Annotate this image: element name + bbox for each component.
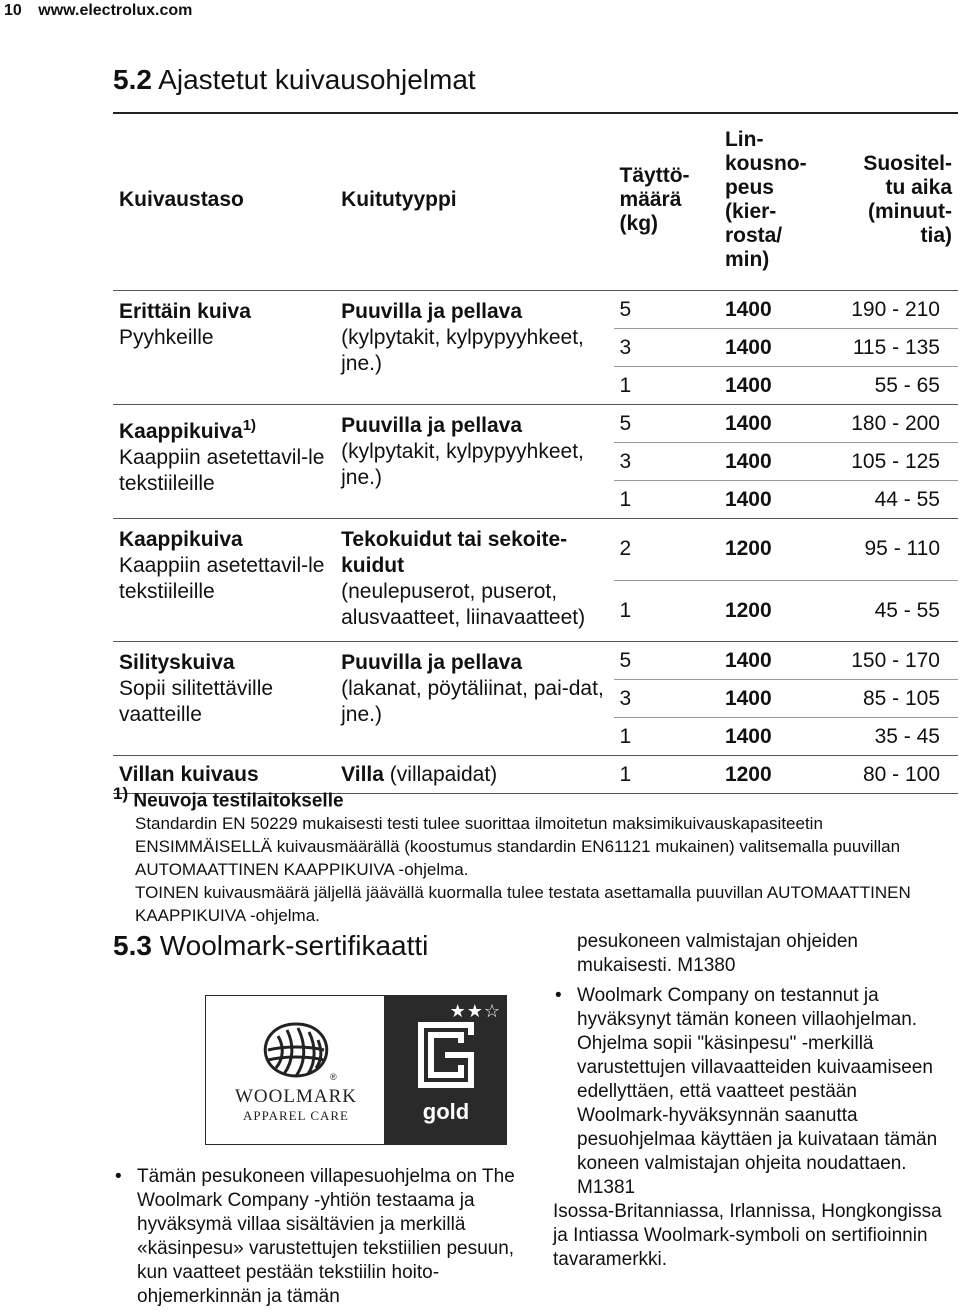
apparel-care-text: APPAREL CARE (242, 1108, 350, 1123)
cell-time: 85 - 105 (830, 680, 958, 718)
cell-load: 1 (614, 580, 719, 642)
cell-spin: 1400 (719, 291, 830, 329)
table-row (113, 642, 958, 680)
cell-spin: 1400 (719, 481, 830, 519)
cell-time: 35 - 45 (830, 718, 958, 756)
footnote-paragraph-2: TOINEN kuivausmäärä jäljellä jäävällä kuormalla tulee testata asettamalla puuvillan AUTOMAATTINEN KAAPPIKUIVA -ohjelma. (135, 883, 911, 926)
right-bullet-list (553, 984, 953, 1200)
woolmark-symbol-icon (254, 1018, 338, 1082)
cell-level: Villan kuivaus (113, 756, 335, 794)
cell-spin: 1400 (719, 405, 830, 443)
cell-load: 1 (614, 367, 719, 405)
cell-time: 95 - 110 (830, 519, 958, 581)
left-bullet-list (113, 1165, 533, 1309)
section-number: 5.3 (113, 930, 152, 961)
gold-label: gold (422, 1099, 470, 1124)
col-header-spin: Lin- kousno- peus (kier- rosta/ min) (719, 113, 830, 291)
footnote-marker: 1) (113, 784, 129, 803)
section-title-5-3 (113, 930, 428, 962)
fiber-examples: (lakanat, pöytäliinat, pai-dat, jne.) (341, 677, 604, 726)
site-url[interactable]: www.electrolux.com (38, 2, 193, 19)
cell-spin: 1400 (719, 329, 830, 367)
fiber-type: Puuvilla ja pellava (341, 414, 523, 437)
cell-load: 2 (614, 519, 719, 581)
cell-level (113, 405, 335, 519)
level-description: Kaappiin asetettavil-le tekstiileille (119, 554, 325, 603)
list-item: • Tämän pesukoneen villapesuohjelma on The Woolmark Company -yhtiön testaama ja hyväksymä villaa sisältävien ja merkillä «käsinpesu» varustettujen tekstiilien pesuun, kun vaatteet pestään tekstiilin hoito-ohjemerkinnän ja tämän (113, 1165, 533, 1309)
cell-load: 1 (614, 756, 719, 794)
fiber-examples: (kylpytakit, kylpypyyhkeet, jne.) (341, 326, 584, 375)
cell-load: 1 (614, 481, 719, 519)
fiber-examples: (neulepuserot, puserot, alusvaatteet, liinavaatteet) (341, 580, 586, 629)
cell-load: 1 (614, 718, 719, 756)
cell-time: 150 - 170 (830, 642, 958, 680)
cell-time: 80 - 100 (830, 756, 958, 794)
footnote-paragraph-1: Standardin EN 50229 mukaisesti testi tulee suorittaa ilmoitetun maksimikuivauskapasiteetin ENSIMMÄISELLÄ kuivausmäärällä (koostumus standardin EN61121 mukainen) valitsemalla puuvillan AUTOMAATTINEN KAAPPIKUIVA -ohjelma. (135, 814, 901, 880)
cell-spin: 1400 (719, 367, 830, 405)
level-description: Pyyhkeille (119, 326, 214, 349)
col-header-load: Täyttö- määrä (kg) (614, 113, 719, 291)
level-description: Sopii silitettäville vaatteille (119, 677, 274, 726)
continued-text: pesukoneen valmistajan ohjeiden mukaisesti. M1380 (577, 931, 858, 976)
woolmark-gold-logo (205, 995, 507, 1145)
footnote (113, 782, 958, 927)
cell-spin: 1400 (719, 718, 830, 756)
section-number: 5.2 (113, 64, 152, 95)
level-name: Kaappikuiva (119, 420, 243, 443)
cell-load: 5 (614, 642, 719, 680)
cell-spin: 1200 (719, 580, 830, 642)
level-description: Kaappiin asetettavil-le tekstiileille (119, 446, 325, 495)
table-row (113, 291, 958, 329)
list-item: • Woolmark Company on testannut ja hyväksynyt tämän koneen villaohjelman. Ohjelma sopii "käsinpesu" -merkillä varustettujen villavaatteiden kuivaamiseen edellyttäen, että vaatteet pestään Woolmark-hyväksynnän saanutta pesuohjelmaa käyttäen ja kuivataan tämän koneen valmistajan ohjeita noudattaen. M1381 (553, 984, 953, 1200)
cell-fiber (335, 405, 613, 519)
cell-spin: 1200 (719, 519, 830, 581)
fiber-type: Puuvilla ja pellava (341, 651, 523, 674)
cell-spin: 1400 (719, 642, 830, 680)
rating-stars: ★★☆ (449, 1001, 501, 1021)
cell-time: 180 - 200 (830, 405, 958, 443)
cell-level (113, 291, 335, 405)
fiber-examples: (villapaidat) (389, 762, 498, 786)
cell-time: 44 - 55 (830, 481, 958, 519)
table-row (113, 519, 958, 581)
cell-spin: 1400 (719, 443, 830, 481)
cell-time: 190 - 210 (830, 291, 958, 329)
col-header-level: Kuivaustaso (113, 113, 335, 291)
cell-fiber (335, 291, 613, 405)
fiber-type: Puuvilla ja pellava (341, 300, 523, 323)
cell-load: 3 (614, 680, 719, 718)
cell-load: 5 (614, 405, 719, 443)
col-header-time: Suositel- tu aika (minuut- tia) (830, 113, 958, 291)
drying-programs-table (113, 112, 958, 794)
level-name: Silityskuiva (119, 651, 235, 674)
page-header (4, 2, 204, 20)
table-row (113, 405, 958, 443)
cell-spin: 1400 (719, 680, 830, 718)
cell-time: 55 - 65 (830, 367, 958, 405)
cell-load: 3 (614, 443, 719, 481)
level-name: Kaappikuiva (119, 528, 243, 551)
closing-paragraph: Isossa-Britanniassa, Irlannissa, Hongkongissa ja Intiassa Woolmark-symboli on sertifioinnin tavaramerkki. (553, 1201, 942, 1270)
cell-spin: 1200 (719, 756, 830, 794)
footnote-ref: 1) (242, 417, 257, 434)
cell-level (113, 519, 335, 642)
footnote-title (113, 782, 958, 812)
cell-load: 5 (614, 291, 719, 329)
section-title-text: Ajastetut kuivausohjelmat (158, 64, 476, 95)
registered-mark: ® (330, 1072, 337, 1082)
cell-load: 3 (614, 329, 719, 367)
fiber-examples: (kylpytakit, kylpypyyhkeet, jne.) (341, 440, 584, 489)
level-name: Erittäin kuiva (119, 300, 251, 323)
cell-time: 115 - 135 (830, 329, 958, 367)
col-header-fiber: Kuitutyyppi (335, 113, 613, 291)
section-title-5-2 (113, 64, 476, 96)
right-column-text (553, 930, 953, 1272)
woolmark-wordmark: WOOLMARK (235, 1086, 357, 1107)
cell-level (113, 642, 335, 756)
cell-fiber (335, 519, 613, 642)
footnote-title-text: Neuvoja testilaitokselle (133, 790, 344, 812)
cell-time: 45 - 55 (830, 580, 958, 642)
cell-fiber (335, 642, 613, 756)
fiber-type: Tekokuidut tai sekoite-kuidut (341, 528, 568, 577)
section-title-text: Woolmark-sertifikaatti (159, 930, 429, 961)
cell-time: 105 - 125 (830, 443, 958, 481)
fiber-type: Villa (341, 762, 384, 786)
gold-badge (385, 995, 507, 1145)
woolmark-logo (205, 995, 385, 1145)
page-number: 10 (4, 2, 22, 19)
